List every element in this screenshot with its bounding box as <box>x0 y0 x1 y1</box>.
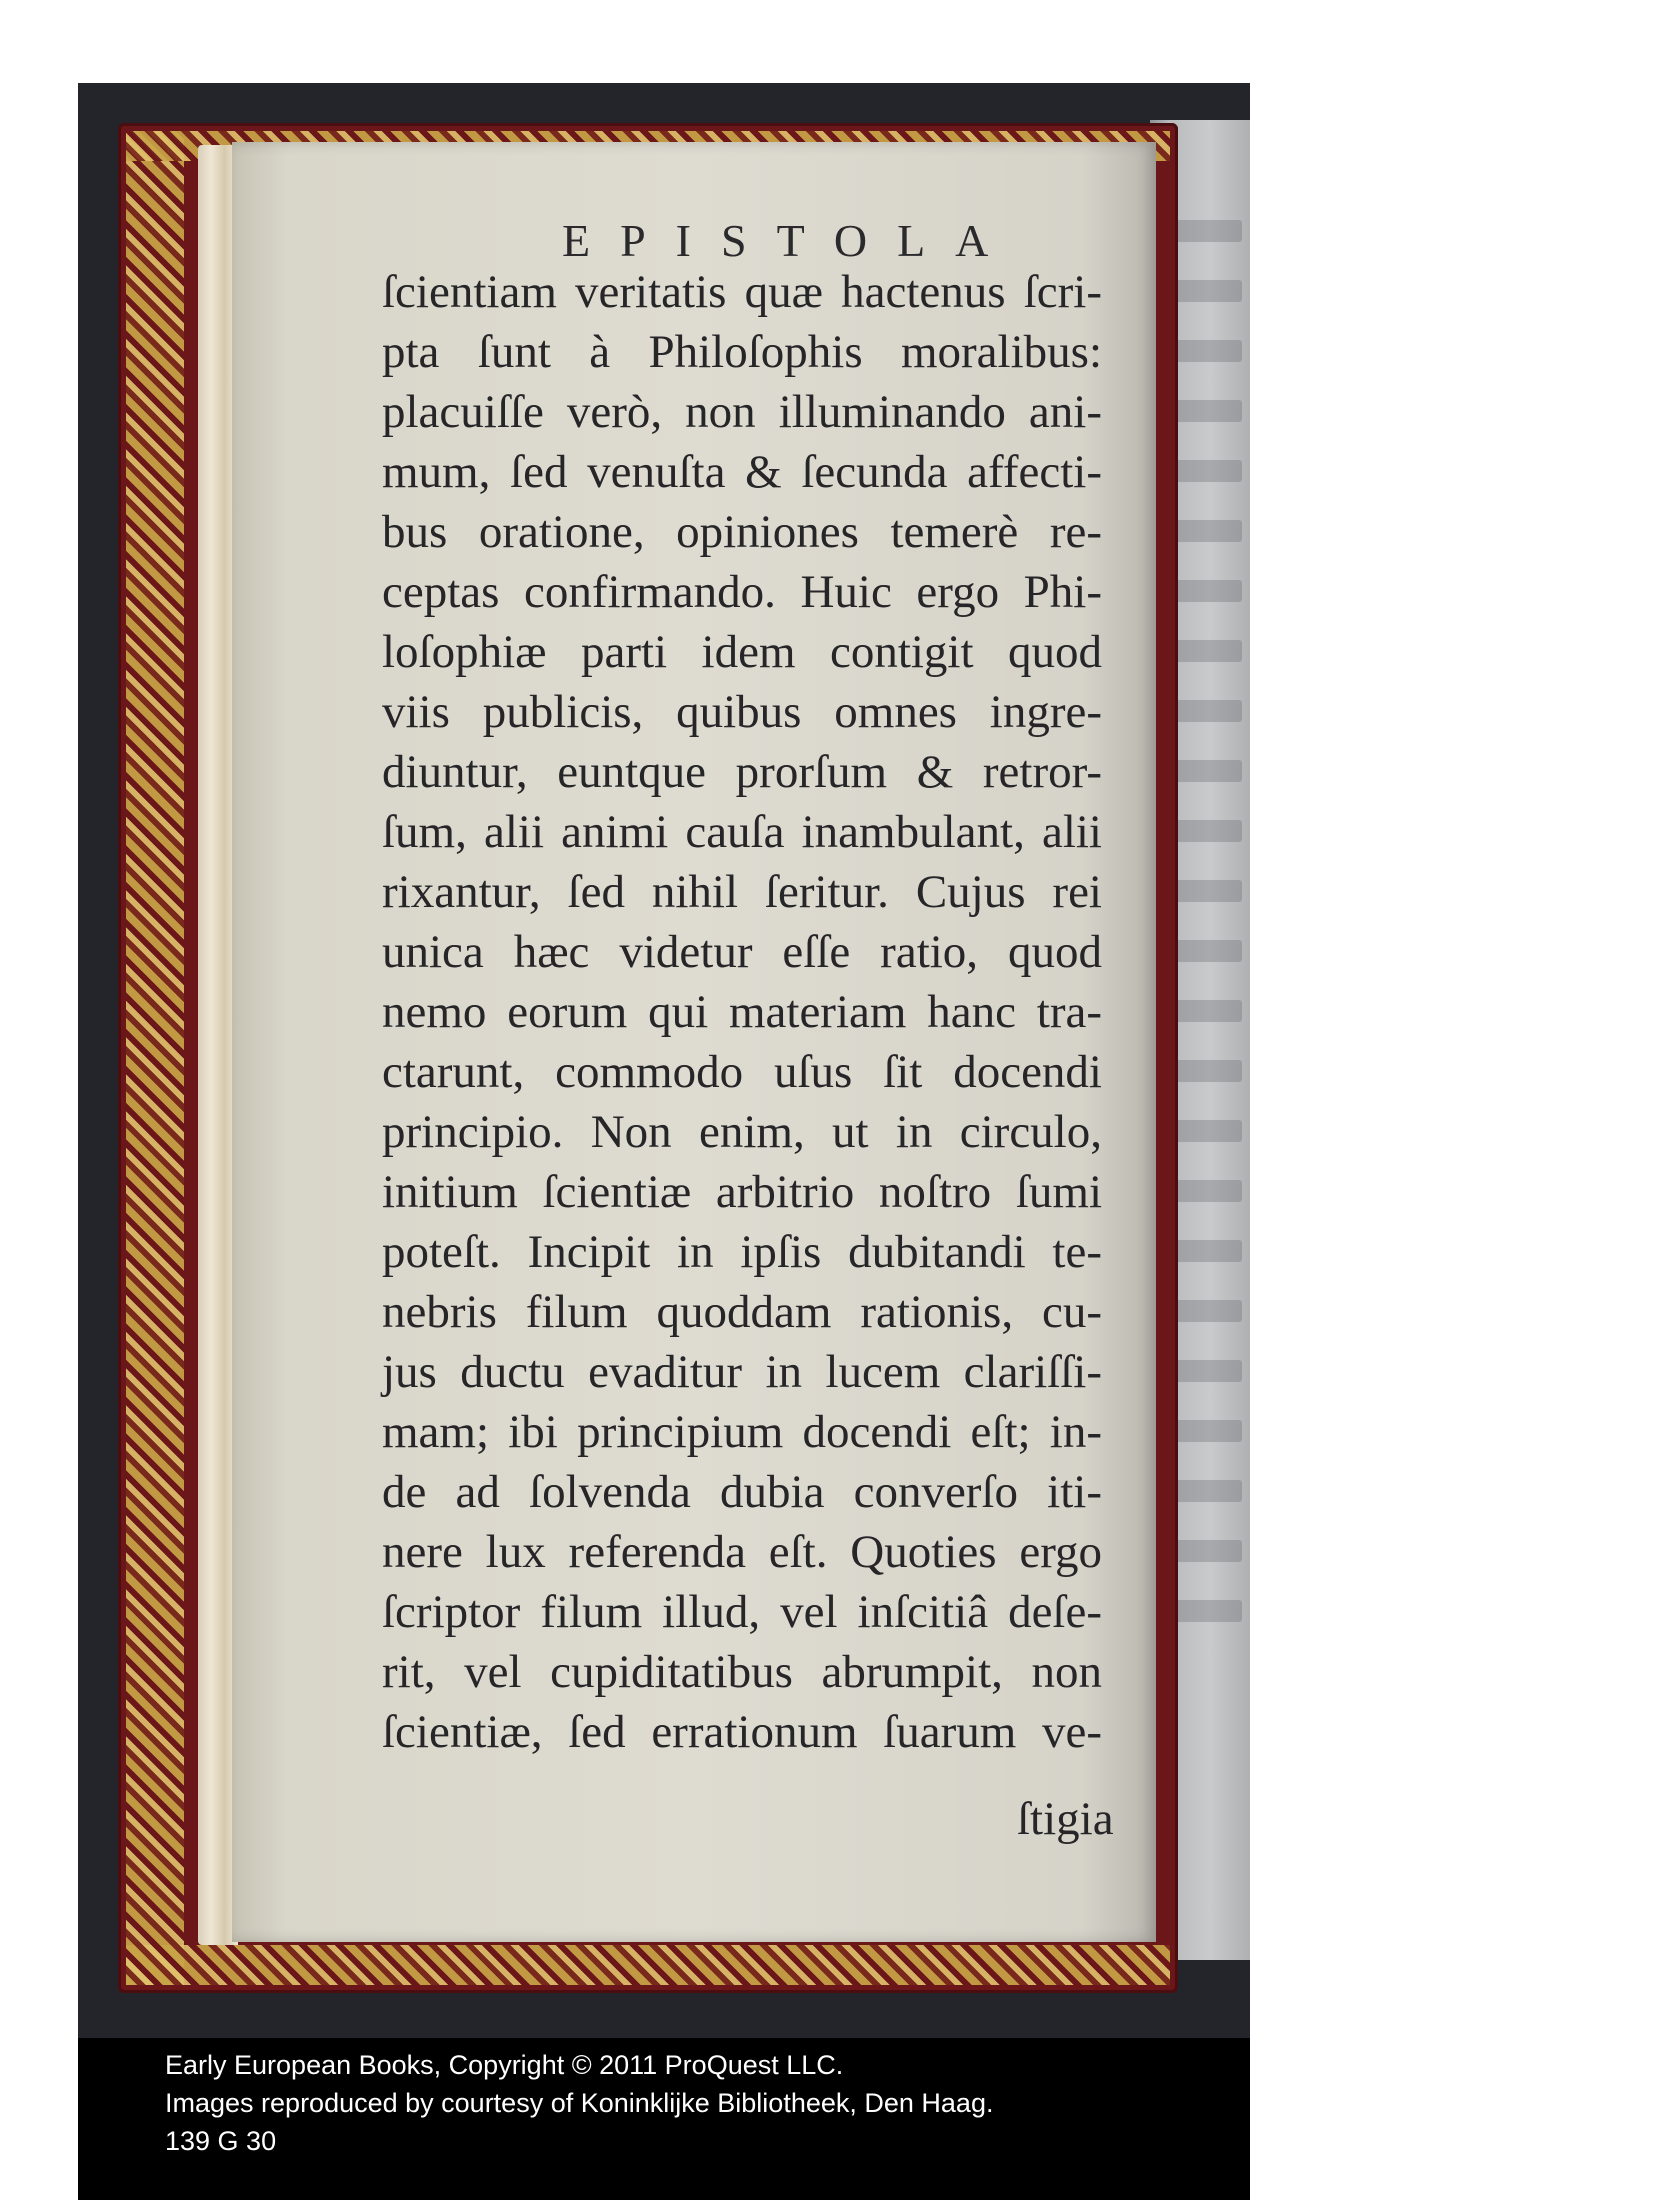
text-line: diuntur, euntque prorſum & retror- <box>382 746 1102 798</box>
text-line: mum, ſed venuſta & ſecunda affecti- <box>382 446 1102 498</box>
body-text <box>382 262 1102 1762</box>
text-line: ſcientiæ, ſed errationum ſuarum ve- <box>382 1706 1102 1758</box>
text-line: ceptas confirmando. Huic ergo Phi- <box>382 566 1102 618</box>
text-line: placuiſſe verò, non illuminando ani- <box>382 386 1102 438</box>
text-line: unica hæc videtur eſſe ratio, quod <box>382 926 1102 978</box>
text-line: initium ſcientiæ arbitrio noſtro ſumi <box>382 1166 1102 1218</box>
text-line: principio. Non enim, ut in circulo, <box>382 1106 1102 1158</box>
credit-courtesy: Images reproduced by courtesy of Koninklijke Bibliotheek, Den Haag. <box>165 2088 994 2118</box>
text-line: nemo eorum qui materiam hanc tra- <box>382 986 1102 1038</box>
text-line: bus oratione, opiniones temerè re- <box>382 506 1102 558</box>
gilt-border-bottom <box>126 1945 1170 1985</box>
text-line: viis publicis, quibus omnes ingre- <box>382 686 1102 738</box>
text-line: poteſt. Incipit in ipſis dubitandi te- <box>382 1226 1102 1278</box>
text-line: ſcriptor filum illud, vel inſcitiâ deſe- <box>382 1586 1102 1638</box>
gilt-border-left <box>126 131 184 1985</box>
text-line: rit, vel cupiditatibus abrumpit, non <box>382 1646 1102 1698</box>
text-line: nebris filum quoddam rationis, cu- <box>382 1286 1102 1338</box>
text-line: ctarunt, commodo uſus ſit docendi <box>382 1046 1102 1098</box>
text-line: ſcientiam veritatis quæ hactenus ſcri- <box>382 266 1102 318</box>
catchword: ſtigia <box>1017 1793 1114 1845</box>
text-line: jus ductu evaditur in lucem clariſſi- <box>382 1346 1102 1398</box>
credit-bar <box>78 2038 1250 2200</box>
credit-shelfmark: 139 G 30 <box>165 2126 277 2156</box>
text-line: de ad ſolvenda dubia converſo iti- <box>382 1466 1102 1518</box>
printed-page <box>232 142 1156 1942</box>
running-head: EPISTOLA <box>562 215 1019 266</box>
text-line: ſum, alii animi cauſa inambulant, alii <box>382 806 1102 858</box>
credit-copyright: Early European Books, Copyright © 2011 ProQuest LLC. <box>165 2050 844 2080</box>
text-line: rixantur, ſed nihil ſeritur. Cujus rei <box>382 866 1102 918</box>
text-line: loſophiæ parti idem contigit quod <box>382 626 1102 678</box>
text-line: pta ſunt à Philoſophis moralibus: <box>382 326 1102 378</box>
text-line: mam; ibi principium docendi eſt; in- <box>382 1406 1102 1458</box>
text-line: nere lux referenda eſt. Quoties ergo <box>382 1526 1102 1578</box>
